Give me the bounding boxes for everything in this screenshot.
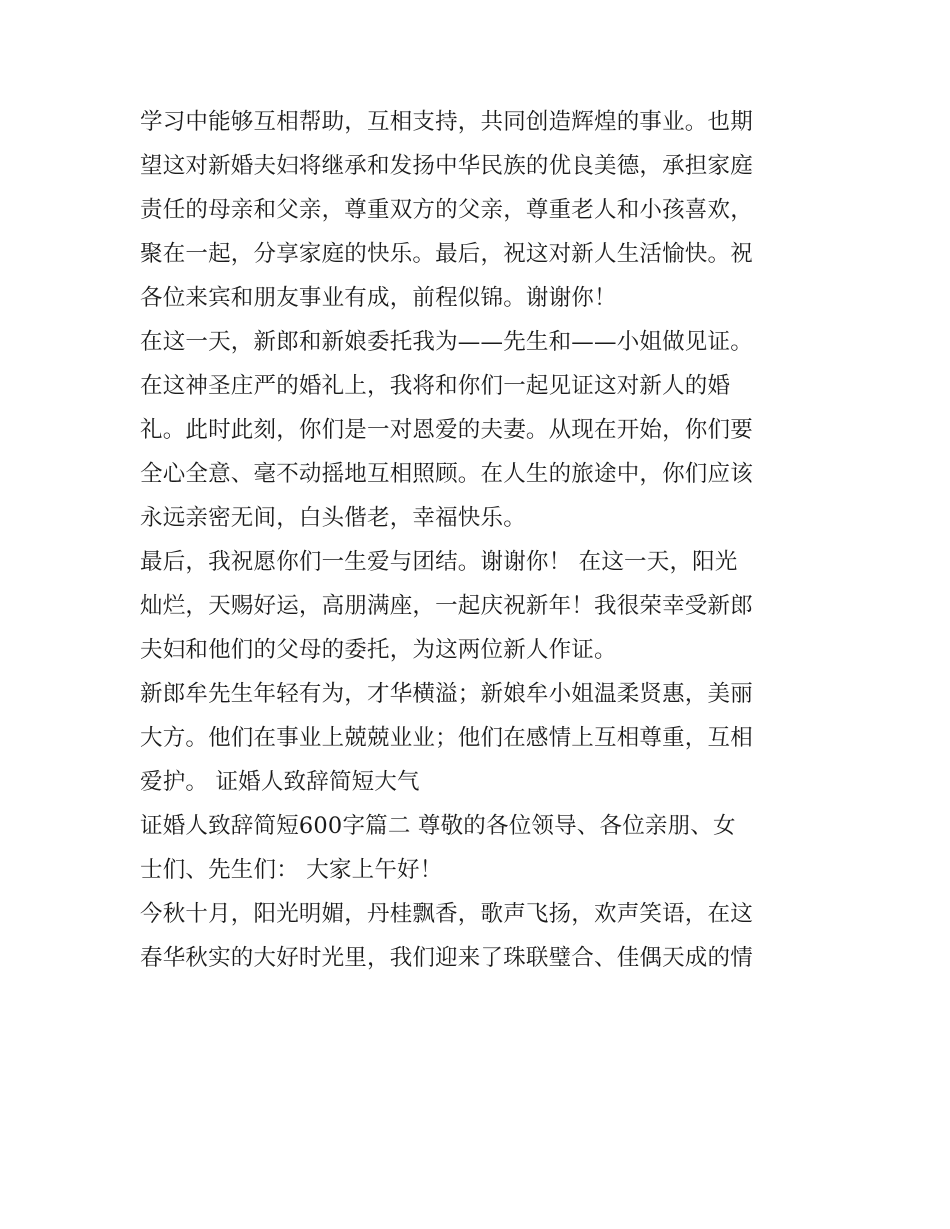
text-line: 礼。此时此刻，你们是一对恩爱的夫妻。从现在开始，你们要: [140, 417, 753, 443]
text-line: 在这神圣庄严的婚礼上，我将和你们一起见证这对新人的婚: [140, 373, 731, 399]
text-line: 学习中能够互相帮助，互相支持，共同创造辉煌的事业。也期: [140, 109, 753, 135]
text-line: 灿烂，天赐好运，高朋满座，一起庆祝新年！我很荣幸受新郎: [140, 593, 753, 619]
text-line: 新郎牟先生年轻有为，才华横溢；新娘牟小姐温柔贤惠，美丽: [140, 681, 753, 707]
text-line: 最后，我祝愿你们一生爱与团结。谢谢你！ 在这一天，阳光: [140, 549, 738, 575]
text-line: 爱护。 证婚人致辞简短大气: [140, 769, 420, 795]
text-line: 永远亲密无间，白头偕老，幸福快乐。: [140, 505, 526, 531]
text-line: 望这对新婚夫妇将继承和发扬中华民族的优良美德，承担家庭: [140, 153, 753, 179]
text-line: 大方。他们在事业上兢兢业业；他们在感情上互相尊重，互相: [140, 725, 753, 751]
text-line: 证婚人致辞简短600字篇二 尊敬的各位领导、各位亲朋、女: [140, 813, 736, 839]
text-line: 士们、先生们： 大家上午好！: [140, 857, 443, 883]
text-line: 夫妇和他们的父母的委托，为这两位新人作证。: [140, 637, 617, 663]
text-line: 全心全意、毫不动摇地互相照顾。在人生的旅途中，你们应该: [140, 461, 753, 487]
text-line: 各位来宾和朋友事业有成，前程似锦。谢谢你！: [140, 285, 617, 311]
text-line: 春华秋实的大好时光里，我们迎来了珠联璧合、佳偶天成的情: [140, 945, 753, 971]
text-line: 责任的母亲和父亲，尊重双方的父亲，尊重老人和小孩喜欢，: [140, 197, 753, 223]
text-line: 在这一天，新郎和新娘委托我为——先生和——小姐做见证。: [140, 329, 753, 355]
text-line: 聚在一起，分享家庭的快乐。最后，祝这对新人生活愉快。祝: [140, 241, 753, 267]
document-body: [140, 100, 820, 980]
text-line: 今秋十月，阳光明媚，丹桂飘香，歌声飞扬，欢声笑语，在这: [140, 901, 753, 927]
